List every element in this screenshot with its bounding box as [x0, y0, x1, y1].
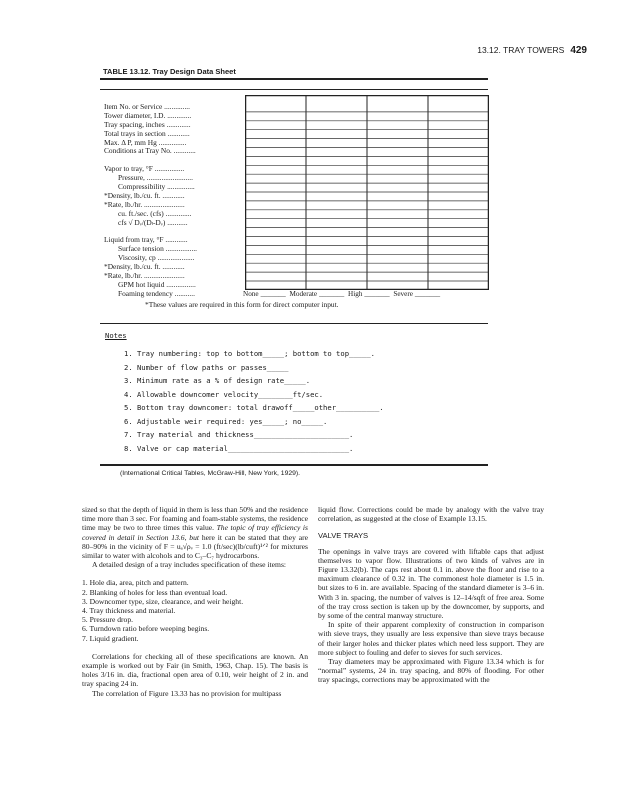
- footnote: *These values are required in this form for direct computer input.: [145, 300, 339, 309]
- table-bottom-rule: [100, 464, 488, 466]
- form-label: cu. ft./sec. (cfs) ..............: [118, 208, 192, 218]
- notes-list: [124, 347, 384, 455]
- form-label: GPM hot liquid ................: [118, 279, 196, 289]
- list-item: 6. Turndown ratio before weeping begins.: [82, 624, 210, 634]
- page-number: 429: [570, 45, 587, 56]
- notes-heading: Notes: [105, 331, 127, 340]
- form-label: Viscosity, cp ....................: [118, 253, 195, 263]
- table-title: TABLE 13.12. Tray Design Data Sheet: [103, 67, 236, 76]
- foaming-options: None _______ Moderate _______ High _______ Severe _______: [243, 290, 441, 298]
- note-item: 3. Minimum rate as a % of design rate_____.: [124, 376, 311, 385]
- table-top-rule: [100, 78, 488, 80]
- section-title: 13.12. TRAY TOWERS: [477, 45, 565, 55]
- form-label: Pressure, .........................: [118, 173, 193, 183]
- paragraph: Tray diameters may be approximated with Figure 13.34 which is for “normal” systems, 24 in. tray spacing, and 80% of flooding. For other tray spacings, corrections may be approximated with the: [318, 657, 544, 685]
- section-heading: VALVE TRAYS: [318, 531, 369, 541]
- form-label: *Density, lb./cu. ft. ............: [104, 262, 185, 272]
- table-source: (International Critical Tables, McGraw-Hill, New York, 1929).: [120, 470, 301, 477]
- note-item: 1. Tray numbering: top to bottom_____; bottom to top_____.: [124, 349, 375, 358]
- list-item: 2. Blanking of holes for less than eventual load.: [82, 587, 228, 597]
- paragraph: A detailed design of a tray includes specification of these items:: [92, 560, 287, 570]
- form-label: Tray spacing, inches .............: [104, 119, 191, 129]
- foam-option-moderate: Moderate: [289, 290, 318, 298]
- running-header: [407, 45, 587, 56]
- form-grid: [245, 95, 489, 290]
- table-inner-rule: [100, 89, 488, 90]
- list-item: 1. Hole dia, area, pitch and pattern.: [82, 578, 189, 588]
- form-label: Tower diameter, I.D. .............: [104, 110, 192, 120]
- specification-list: [82, 578, 308, 642]
- form-label: cfs √ Dᵥ/(Dₗ-Dᵥ) ...........: [118, 217, 188, 227]
- form-label: Max. Δ P, mm Hg ...............: [104, 137, 187, 147]
- note-item: 4. Allowable downcomer velocity________ft/sec.: [124, 389, 324, 399]
- list-item: 4. Tray thickness and material.: [82, 606, 176, 616]
- list-item: 7. Liquid gradient.: [82, 633, 139, 643]
- paragraph: In spite of their apparent complexity of construction in comparison with sieve trays, they usually are less expensive than sieve trays because of their larger holes and thicker plates which need less support. They are more subject to fouling and defer to sieves for such services.: [318, 620, 544, 657]
- paragraph: The openings in valve trays are covered with liftable caps that adjust themselves to vapor flow. Illustrations of two kinds of valves are in Figure 13.32(b). The caps rest about 0.1 in. above the floor and rise to a maximum clearance of 0.32 in. The commonest hole diameter is 1.5 in. but sizes to 6 in. are available. Spacing of the standard diameter is 3–6 in. With 3 in. spacing, the number of valves is 12–14/sqft of free area. Some of the tray cross section is taken up by the downcomer, by supports, and by some of the central manway structure.: [318, 546, 544, 621]
- foam-option-high: High: [348, 290, 363, 298]
- form-label: Surface tension .................: [118, 244, 198, 254]
- paragraph: sized so that the depth of liquid in them is less than 50% and the residence time more than 3 sec. For foaming and foam-stable systems, the residence time may be two to three times this value. The topic of tray efficiency is covered in detail in Section 13.6, but here it can be stated that they are 80–90% in the vicinity of F = uₐ√ρᵥ = 1.0 (ft/sec)(lb/cuft)¹ᐟ² for mixtures similar to water with alcohols and to C₃–C₇ hydrocarbons.: [82, 505, 308, 561]
- paragraph: liquid flow. Corrections could be made by analogy with the valve tray correlation, as suggested at the close of Example 13.15.: [318, 505, 544, 524]
- note-item: 6. Adjustable weir required: yes_____; no_____.: [124, 416, 328, 426]
- left-column: [82, 505, 308, 698]
- form-label: Vapor to tray, °F ................: [104, 164, 185, 174]
- form-label: *Rate, lb./hr. ......................: [104, 270, 185, 280]
- note-item: 7. Tray material and thickness______________________.: [124, 430, 354, 439]
- form-label: Total trays in section ............: [104, 128, 190, 138]
- notes-rule: [100, 323, 488, 324]
- list-item: 5. Pressure drop.: [82, 615, 134, 625]
- form-labels: [104, 103, 197, 299]
- list-item: 3. Downcomer type, size, clearance, and weir height.: [82, 596, 244, 606]
- paragraph: The correlation of Figure 13.33 has no provision for multipass: [92, 688, 282, 698]
- right-column: [318, 505, 544, 685]
- form-label: Foaming tendency ...........: [118, 288, 195, 298]
- note-item: 5. Bottom tray downcomer: total drawoff_____other__________.: [124, 403, 384, 412]
- form-label: *Rate, lb./hr. ......................: [104, 199, 185, 209]
- foam-option-severe: Severe: [393, 290, 413, 298]
- note-item: 2. Number of flow paths or passes_____: [124, 362, 289, 372]
- form-label: Compressibility ...............: [118, 182, 195, 192]
- form-label: *Density, lb./cu. ft. ............: [104, 190, 185, 200]
- form-label: Conditions at Tray No. ............: [104, 146, 196, 156]
- form-label: Liquid from tray, °F ............: [104, 235, 188, 245]
- foam-option-none: None: [243, 290, 259, 298]
- paragraph: Correlations for checking all of these specifications are known. An example is worked out by Fair (in Smith, 1963, Chap. 15). The basis is holes 3/16 in. dia, fractional open area of 0.10, weir height of 2 in. and tray spacing 24 in.: [82, 651, 308, 689]
- note-item: 8. Valve or cap material____________________________.: [124, 443, 354, 453]
- form-label: Item No. or Service ..............: [104, 102, 190, 111]
